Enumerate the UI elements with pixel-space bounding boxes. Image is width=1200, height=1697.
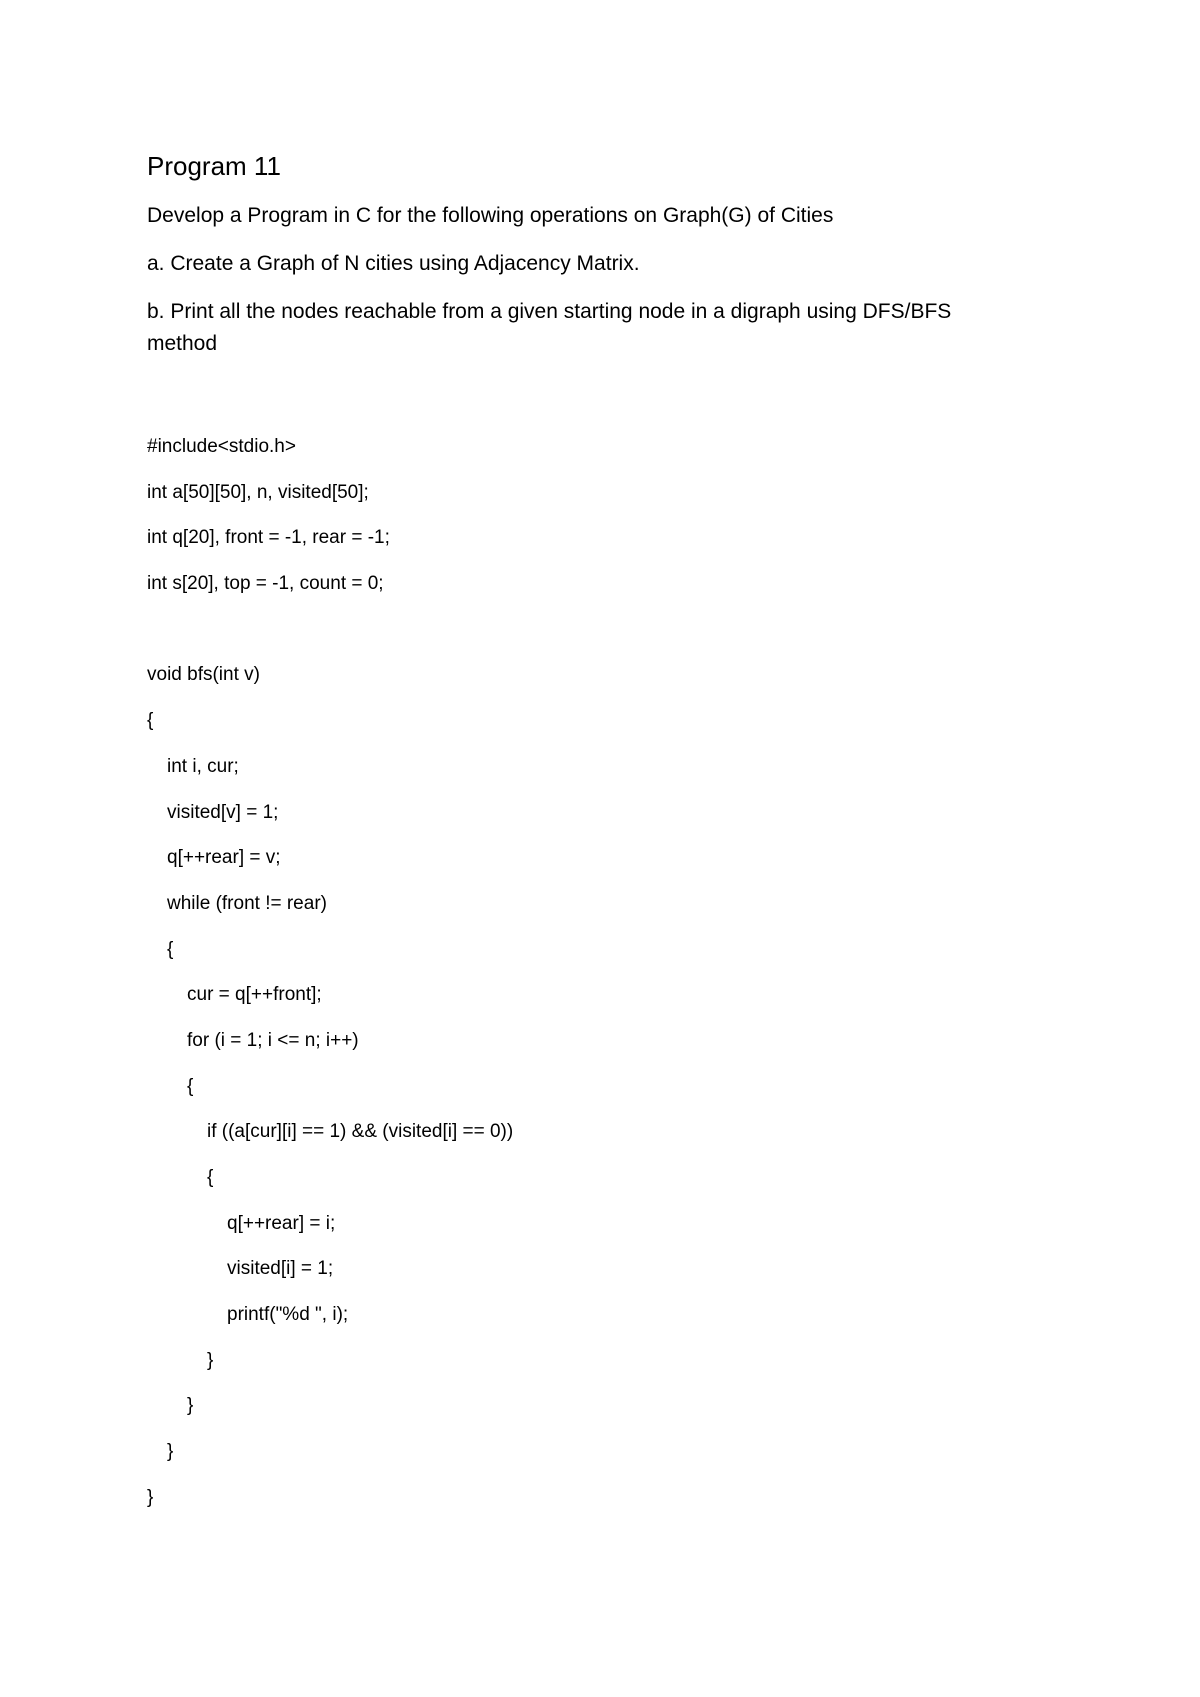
code-line: }: [147, 1486, 154, 1508]
code-line: int q[20], front = -1, rear = -1;: [147, 527, 390, 549]
code-line: q[++rear] = i;: [227, 1212, 336, 1234]
task-part-b: b. Print all the nodes reachable from a given starting node in a digraph using DFS/BFS method: [147, 300, 952, 355]
code-line: for (i = 1; i <= n; i++): [187, 1029, 359, 1051]
code-line: q[++rear] = v;: [167, 847, 281, 869]
code-line: }: [167, 1441, 174, 1463]
code-line: {: [187, 1075, 194, 1097]
code-line: {: [167, 938, 174, 960]
code-line: int a[50][50], n, visited[50];: [147, 481, 369, 503]
code-line: void bfs(int v): [147, 664, 260, 686]
code-line: }: [207, 1349, 214, 1371]
program-title: Program 11: [147, 151, 281, 181]
code-line: {: [207, 1167, 214, 1188]
code-line: }: [187, 1395, 194, 1417]
code-line: if ((a[cur][i] == 1) && (visited[i] == 0)): [207, 1121, 514, 1143]
code-line: cur = q[++front];: [187, 984, 322, 1006]
code-line: visited[v] = 1;: [167, 801, 279, 823]
code-listing: [147, 424, 1047, 1521]
code-line: while (front != rear): [167, 892, 327, 914]
code-line: int s[20], top = -1, count = 0;: [147, 573, 384, 595]
code-line: printf("%d ", i);: [227, 1304, 349, 1326]
code-line-blank: [147, 607, 1047, 653]
code-line: visited[i] = 1;: [227, 1258, 334, 1280]
code-line: #include<stdio.h>: [147, 436, 296, 457]
code-line: int i, cur;: [167, 755, 239, 777]
code-line: {: [147, 710, 154, 732]
task-description: Develop a Program in C for the following operations on Graph(G) of Cities: [147, 204, 834, 227]
task-part-a: a. Create a Graph of N cities using Adjacency Matrix.: [147, 252, 640, 275]
